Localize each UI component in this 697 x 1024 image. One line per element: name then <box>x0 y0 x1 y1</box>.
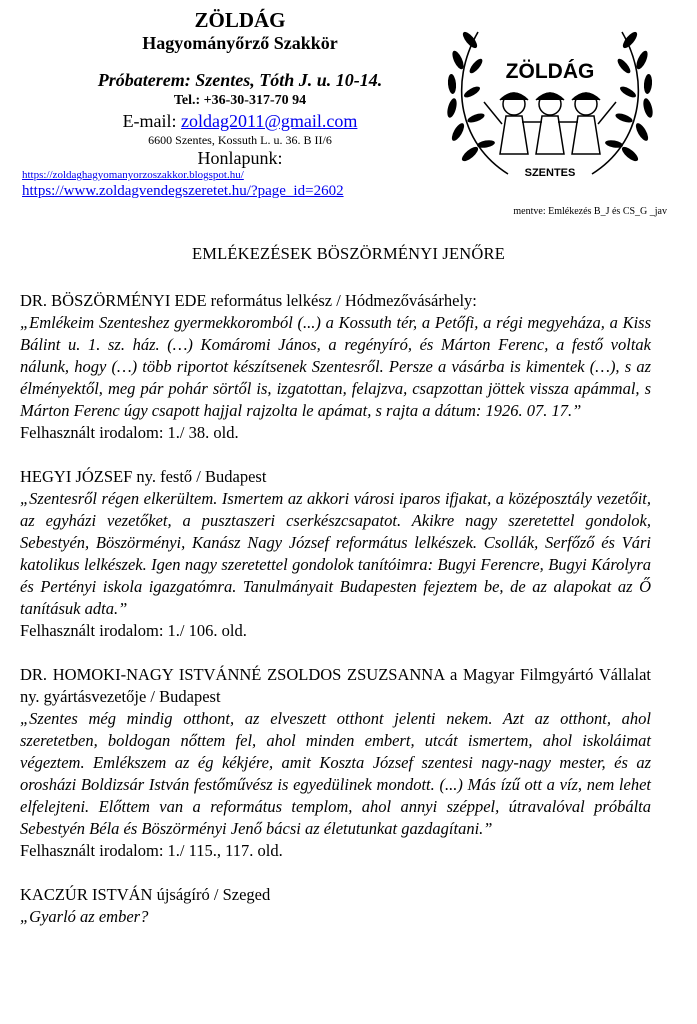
document-title: EMLÉKEZÉSEK BÖSZÖRMÉNYI JENŐRE <box>191 244 506 263</box>
entry-quote: „Gyarló az ember? <box>20 907 149 926</box>
postal-address: 6600 Szentes, Kossuth L. u. 36. B II/6 <box>148 133 332 147</box>
organization-header <box>20 8 460 200</box>
entry-quote: „Szentesről régen elkerültem. Ismertem az akkori városi iparos ifjakat, a középosztály vezetőit, az egyházi vezetőket, a pusztaszeri cserkészcsapatot. Akikre nagy szeretettel gondolok, Sebestyén, Böszörményi, Kanász Nagy József református lelkészek. Csollák, Serfőző és Vári katolikus lelkészek. Igen nagy szeretettel gondolok tanítóimra: Bugyi Ferencre, Bugyi Károlyra és Pertényi iskola igazgatómra. Tanulmányait Budapesten fejeztem be, de az alapokat az Ő tanításuk adta.” <box>20 489 651 618</box>
entry-author: KACZÚR ISTVÁN újságíró / Szeged <box>20 885 271 904</box>
memory-entry <box>20 664 651 862</box>
email-label: E-mail: <box>122 111 182 131</box>
entry-author: DR. HOMOKI-NAGY ISTVÁNNÉ ZSOLDOS ZSUZSANNA a Magyar Filmgyártó Vállalat ny. gyártásvezetője / Budapest <box>20 665 651 706</box>
website-label: Honlapunk: <box>197 148 283 168</box>
memory-entry <box>20 884 651 928</box>
email-line <box>20 110 460 132</box>
logo-title: ZÖLDÁG <box>505 60 595 83</box>
email-link[interactable]: zoldag2011@gmail.com <box>181 111 358 131</box>
entry-author: HEGYI JÓZSEF ny. festő / Budapest <box>20 467 267 486</box>
phone-number: Tel.: +36-30-317-70 94 <box>173 93 307 108</box>
entry-quote: „Szentes még mindig otthont, az elveszett otthont jelenti nekem. Azt az otthont, ahol szeretetben, boldogan nőttem fel, ahol minden embert, utcát ismertem, ahol iskoláimat végeztem. Emlékszem az ég kékjére, amit Koszta József szentesi nagy-nagy mester, és az orosházi Boldizsár István festőművész is egyedülinek mondott. (...) Más ízű ott a víz, nem lehet elfelejteni. Előttem van a református templom, ahol annyi széppel, útravalóval próbálta Sebestyén Béla és Böszörményi Jenő bácsi az életutunkat gazdagítani.” <box>20 709 651 838</box>
website-link-line <box>20 182 460 200</box>
entry-reference: Felhasznált irodalom: 1./ 38. old. <box>20 423 239 442</box>
logo-subtitle: SZENTES <box>524 167 576 179</box>
zoldag-logo <box>430 4 670 200</box>
dancers-icon <box>484 93 616 154</box>
wreath-icon <box>462 32 639 174</box>
entry-author: DR. BÖSZÖRMÉNYI EDE református lelkész / Hódmezővásárhely: <box>20 291 477 310</box>
document-body <box>20 290 651 950</box>
entry-reference: Felhasznált irodalom: 1./ 115., 117. old. <box>20 841 283 860</box>
saved-note: mentve: Emlékezés B_J és CS_G _jav <box>513 206 667 217</box>
blog-link[interactable]: https://zoldaghagyomanyorzoszakkor.blogspot.hu/ <box>22 169 244 181</box>
blog-link-line <box>20 168 460 182</box>
website-link[interactable]: https://www.zoldagvendegszeretet.hu/?page_id=2602 <box>22 183 344 199</box>
memory-entry <box>20 466 651 642</box>
memory-entry <box>20 290 651 444</box>
entry-quote: „Emlékeim Szenteshez gyermekkoromból (...) a Kossuth tér, a Petőfi, a régi megyeháza, a Kiss Bálint u. 1. sz. ház. (…) Komáromi János, a regényíró, és Márton Ferenc, a festő voltak nálunk, hogy (…) több riportot készítsenek Szentesről. Persze a vásárba is kimentek (…), s az élményektől, meg pár pohár sörtől is, izgatottan, felajzva, csapzottan jöttek vissza apámmal, s Márton Ferenc úgy csapott hajjal rajzolta le apámat, s rajta a dátum: 1926. 07. 17.” <box>20 313 651 420</box>
org-subtitle: Hagyományőrző Szakkör <box>142 33 338 53</box>
org-name: ZÖLDÁG <box>194 8 286 32</box>
entry-reference: Felhasznált irodalom: 1./ 106. old. <box>20 621 247 640</box>
rehearsal-address: Próbaterem: Szentes, Tóth J. u. 10-14. <box>97 70 383 90</box>
